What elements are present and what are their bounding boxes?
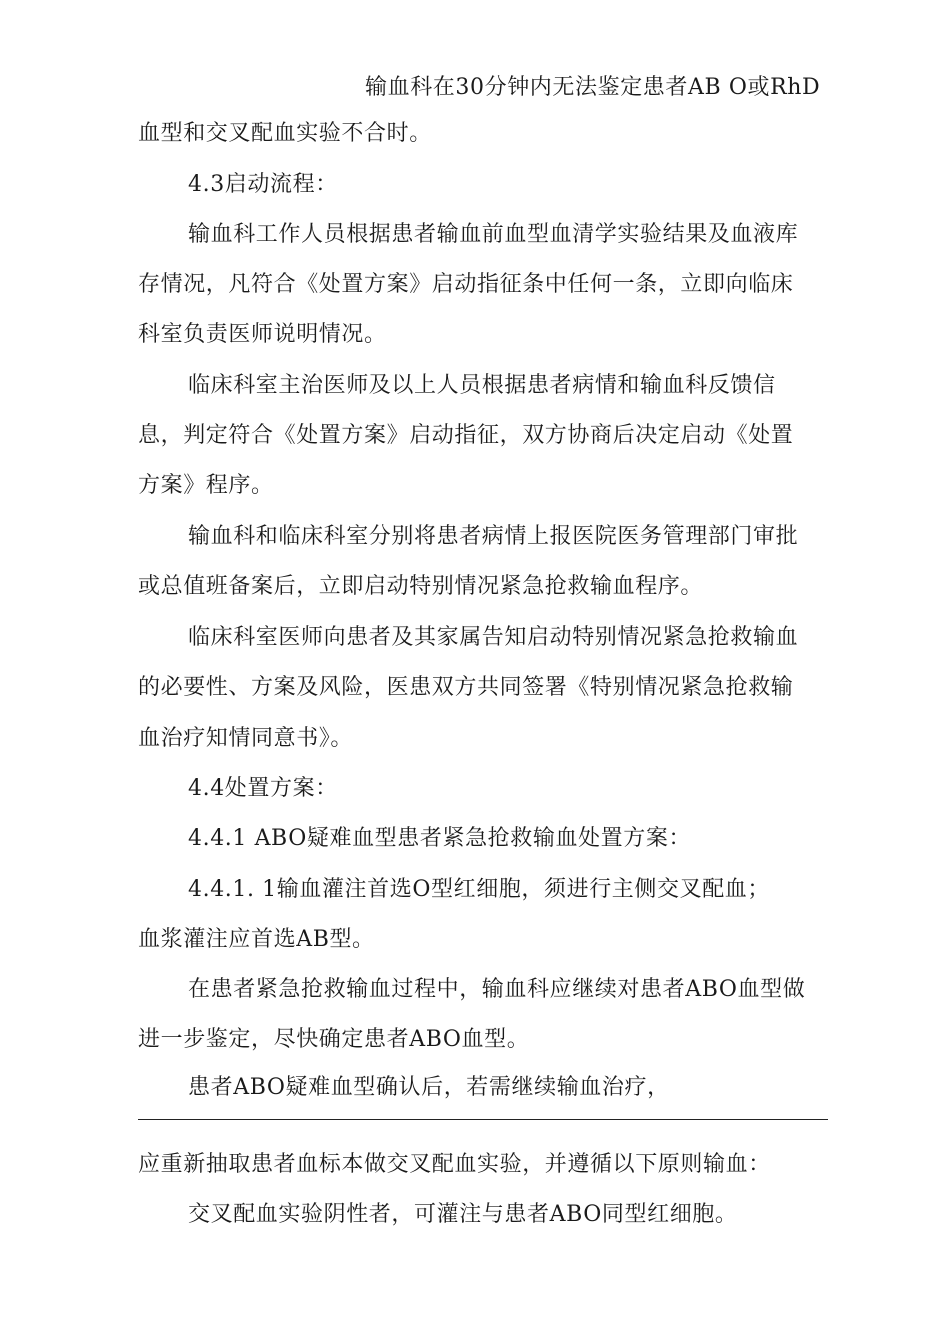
paragraph-line: 4.4.1. 1输血灌注首选O型红细胞，须进行主侧交叉配血； [188,877,770,902]
paragraph-line: 交叉配血实验阴性者，可灌注与患者ABO同型红细胞。 [188,1202,738,1227]
paragraph-line: 方案》程序。 [138,473,274,498]
paragraph-line: 或总值班备案后，立即启动特别情况紧急抢救输血程序。 [138,574,704,599]
paragraph-line: 输血科工作人员根据患者输血前血型血清学实验结果及血液库 [188,222,799,247]
paragraph-line: 进一步鉴定，尽快确定患者ABO血型。 [138,1027,530,1052]
paragraph-line: 存情况，凡符合《处置方案》启动指征条中任何一条，立即向临床 [138,272,794,297]
page-divider [138,1119,828,1120]
paragraph-line: 血浆灌注应首选AB型。 [138,927,375,952]
section-heading: 4.4处置方案： [188,776,338,801]
subsection-heading: 4.4.1 ABO疑难血型患者紧急抢救输血处置方案： [188,826,692,851]
paragraph-line: 血型和交叉配血实验不合时。 [138,121,432,146]
paragraph-line: 在患者紧急抢救输血过程中，输血科应继续对患者ABO血型做 [188,977,806,1002]
paragraph-line: 输血科和临床科室分别将患者病情上报医院医务管理部门审批 [188,524,799,549]
paragraph-line: 输血科在30分钟内无法鉴定患者AB O或RhD [365,75,821,100]
paragraph-line: 临床科室主治医师及以上人员根据患者病情和输血科反馈信 [188,373,776,398]
paragraph-line: 息，判定符合《处置方案》启动指征，双方协商后决定启动《处置 [138,423,794,448]
paragraph-line: 应重新抽取患者血标本做交叉配血实验，并遵循以下原则输血： [138,1152,771,1177]
paragraph-line: 的必要性、方案及风险，医患双方共同签署《特别情况紧急抢救输 [138,675,794,700]
paragraph-line: 血治疗知情同意书》。 [138,726,354,751]
paragraph-line: 临床科室医师向患者及其家属告知启动特别情况紧急抢救输血 [188,625,799,650]
section-heading: 4.3启动流程： [188,172,338,197]
paragraph-line: 患者ABO疑难血型确认后，若需继续输血治疗， [188,1075,670,1100]
paragraph-line: 科室负责医师说明情况。 [138,322,387,347]
